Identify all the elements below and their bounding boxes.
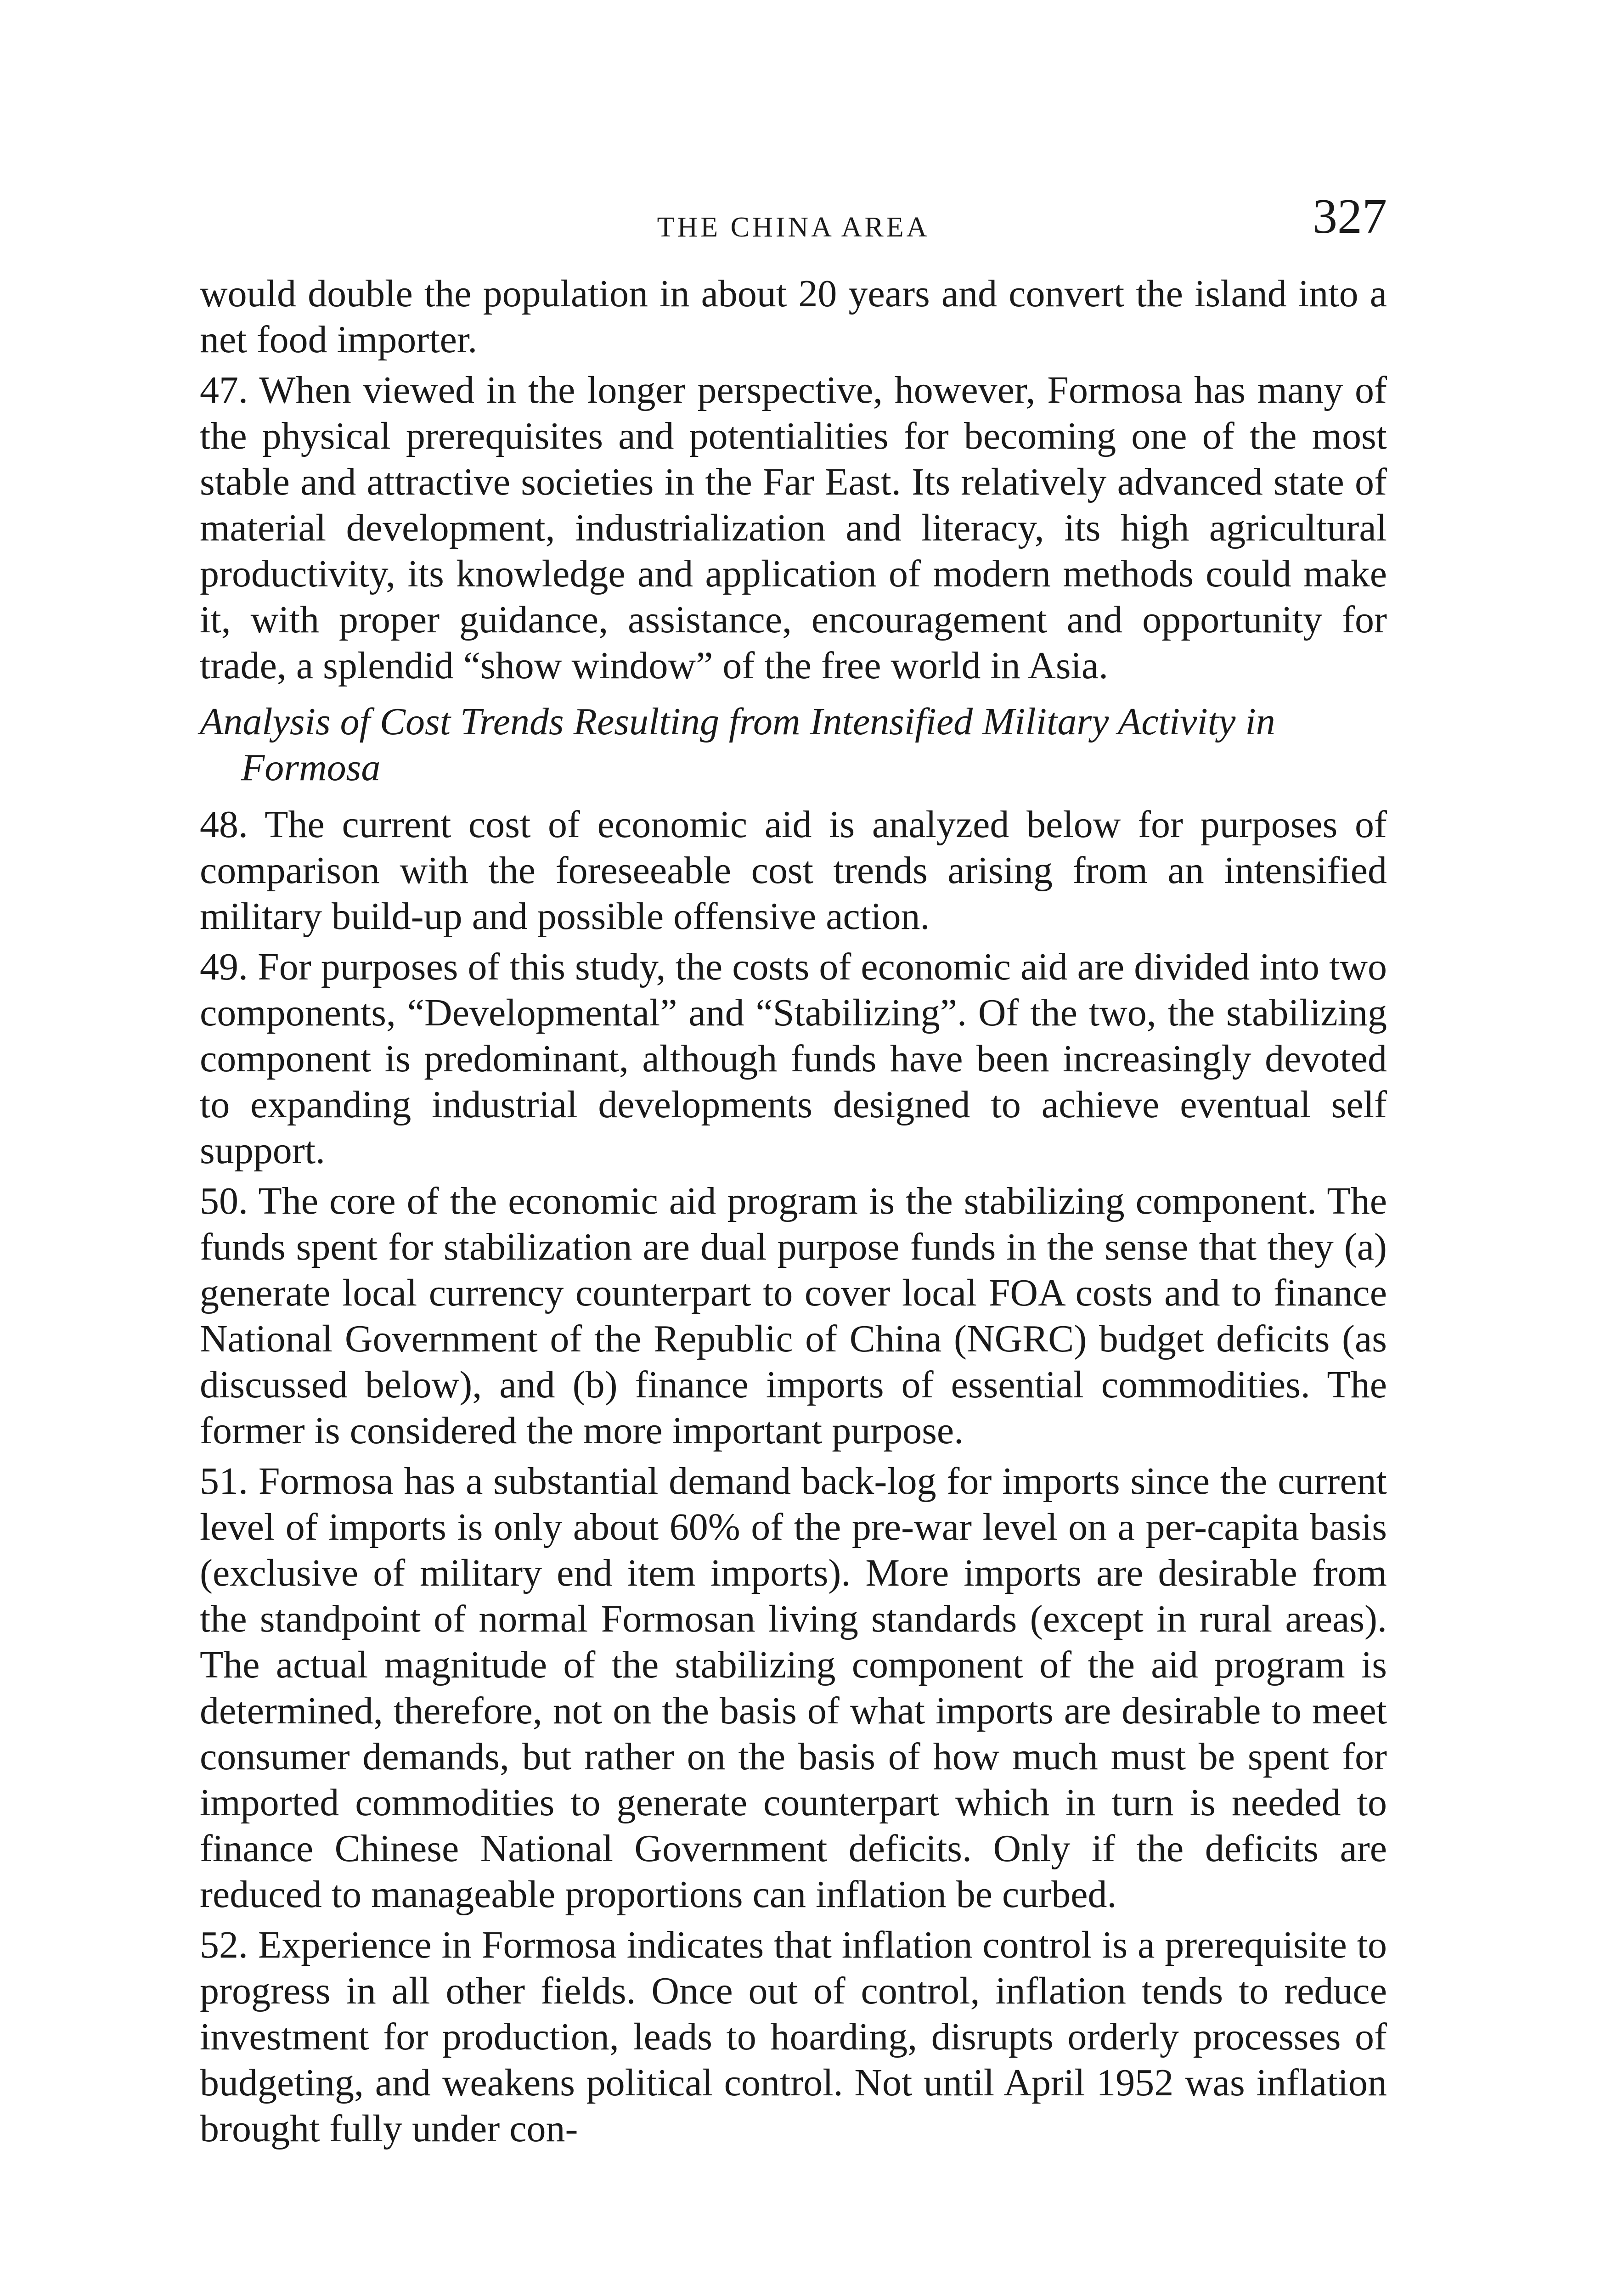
section-heading: Analysis of Cost Trends Resulting from Intensified Military Activity in Formosa [200,700,1275,789]
paragraph-49: 49. For purposes of this study, the costs of economic aid are divided into two components, “Developmental” and “Stabilizing”. Of the two, the stabilizing component is predominant, although funds have been increasingly devoted to expanding industrial developments designed to achieve eventual self support. [200,945,1387,1172]
paragraph-51: 51. Formosa has a substantial demand back-log for imports since the current level of imports is only about 60% of the pre-war level on a per-capita basis (exclusive of military end item imports). More imports are desirable from the standpoint of normal Formosan living standards (except in rural areas). The actual magnitude of the stabilizing component of the aid program is determined, therefore, not on the basis of what imports are desirable to meet consumer demands, but rather on the basis of how much must be spent for imported commodities to generate counterpart which in turn is needed to finance Chinese National Government deficits. Only if the deficits are reduced to manageable proportions can inflation be curbed. [200,1460,1387,1916]
body-text [200,271,1387,2156]
page-number: 327 [1313,189,1387,244]
running-title: THE CHINA AREA [657,212,930,243]
paragraph-52: 52. Experience in Formosa indicates that inflation control is a prerequisite to progress in all other fields. Once out of control, inflation tends to reduce investment for production, leads to hoarding, disrupts orderly processes of budgeting, and weakens political control. Not until April 1952 was inflation brought fully under con- [200,1924,1387,2150]
paragraph-48: 48. The current cost of economic aid is analyzed below for purposes of comparison with the foreseeable cost trends arising from an intensified military build-up and possible offensive action. [200,803,1387,938]
running-header [200,179,1387,248]
paragraph-continued: would double the population in about 20 years and convert the island into a net food importer. [200,272,1387,361]
paragraph-50: 50. The core of the economic aid program is the stabilizing component. The funds spent for stabilization are dual purpose funds in the sense that they (a) generate local currency counterpart to cover local FOA costs and to finance National Government of the Republic of China (NGRC) budget deficits (as discussed below), and (b) finance imports of essential commodities. The former is considered the more important purpose. [200,1180,1387,1452]
paragraph-47: 47. When viewed in the longer perspective, however, Formosa has many of the physical prerequisites and potentialities for becoming one of the most stable and attractive societies in the Far East. Its relatively advanced state of material development, industrialization and literacy, its high agricultural productivity, its knowledge and application of modern methods could make it, with proper guidance, assistance, encouragement and opportunity for trade, a splendid “show window” of the free world in Asia. [200,369,1387,687]
